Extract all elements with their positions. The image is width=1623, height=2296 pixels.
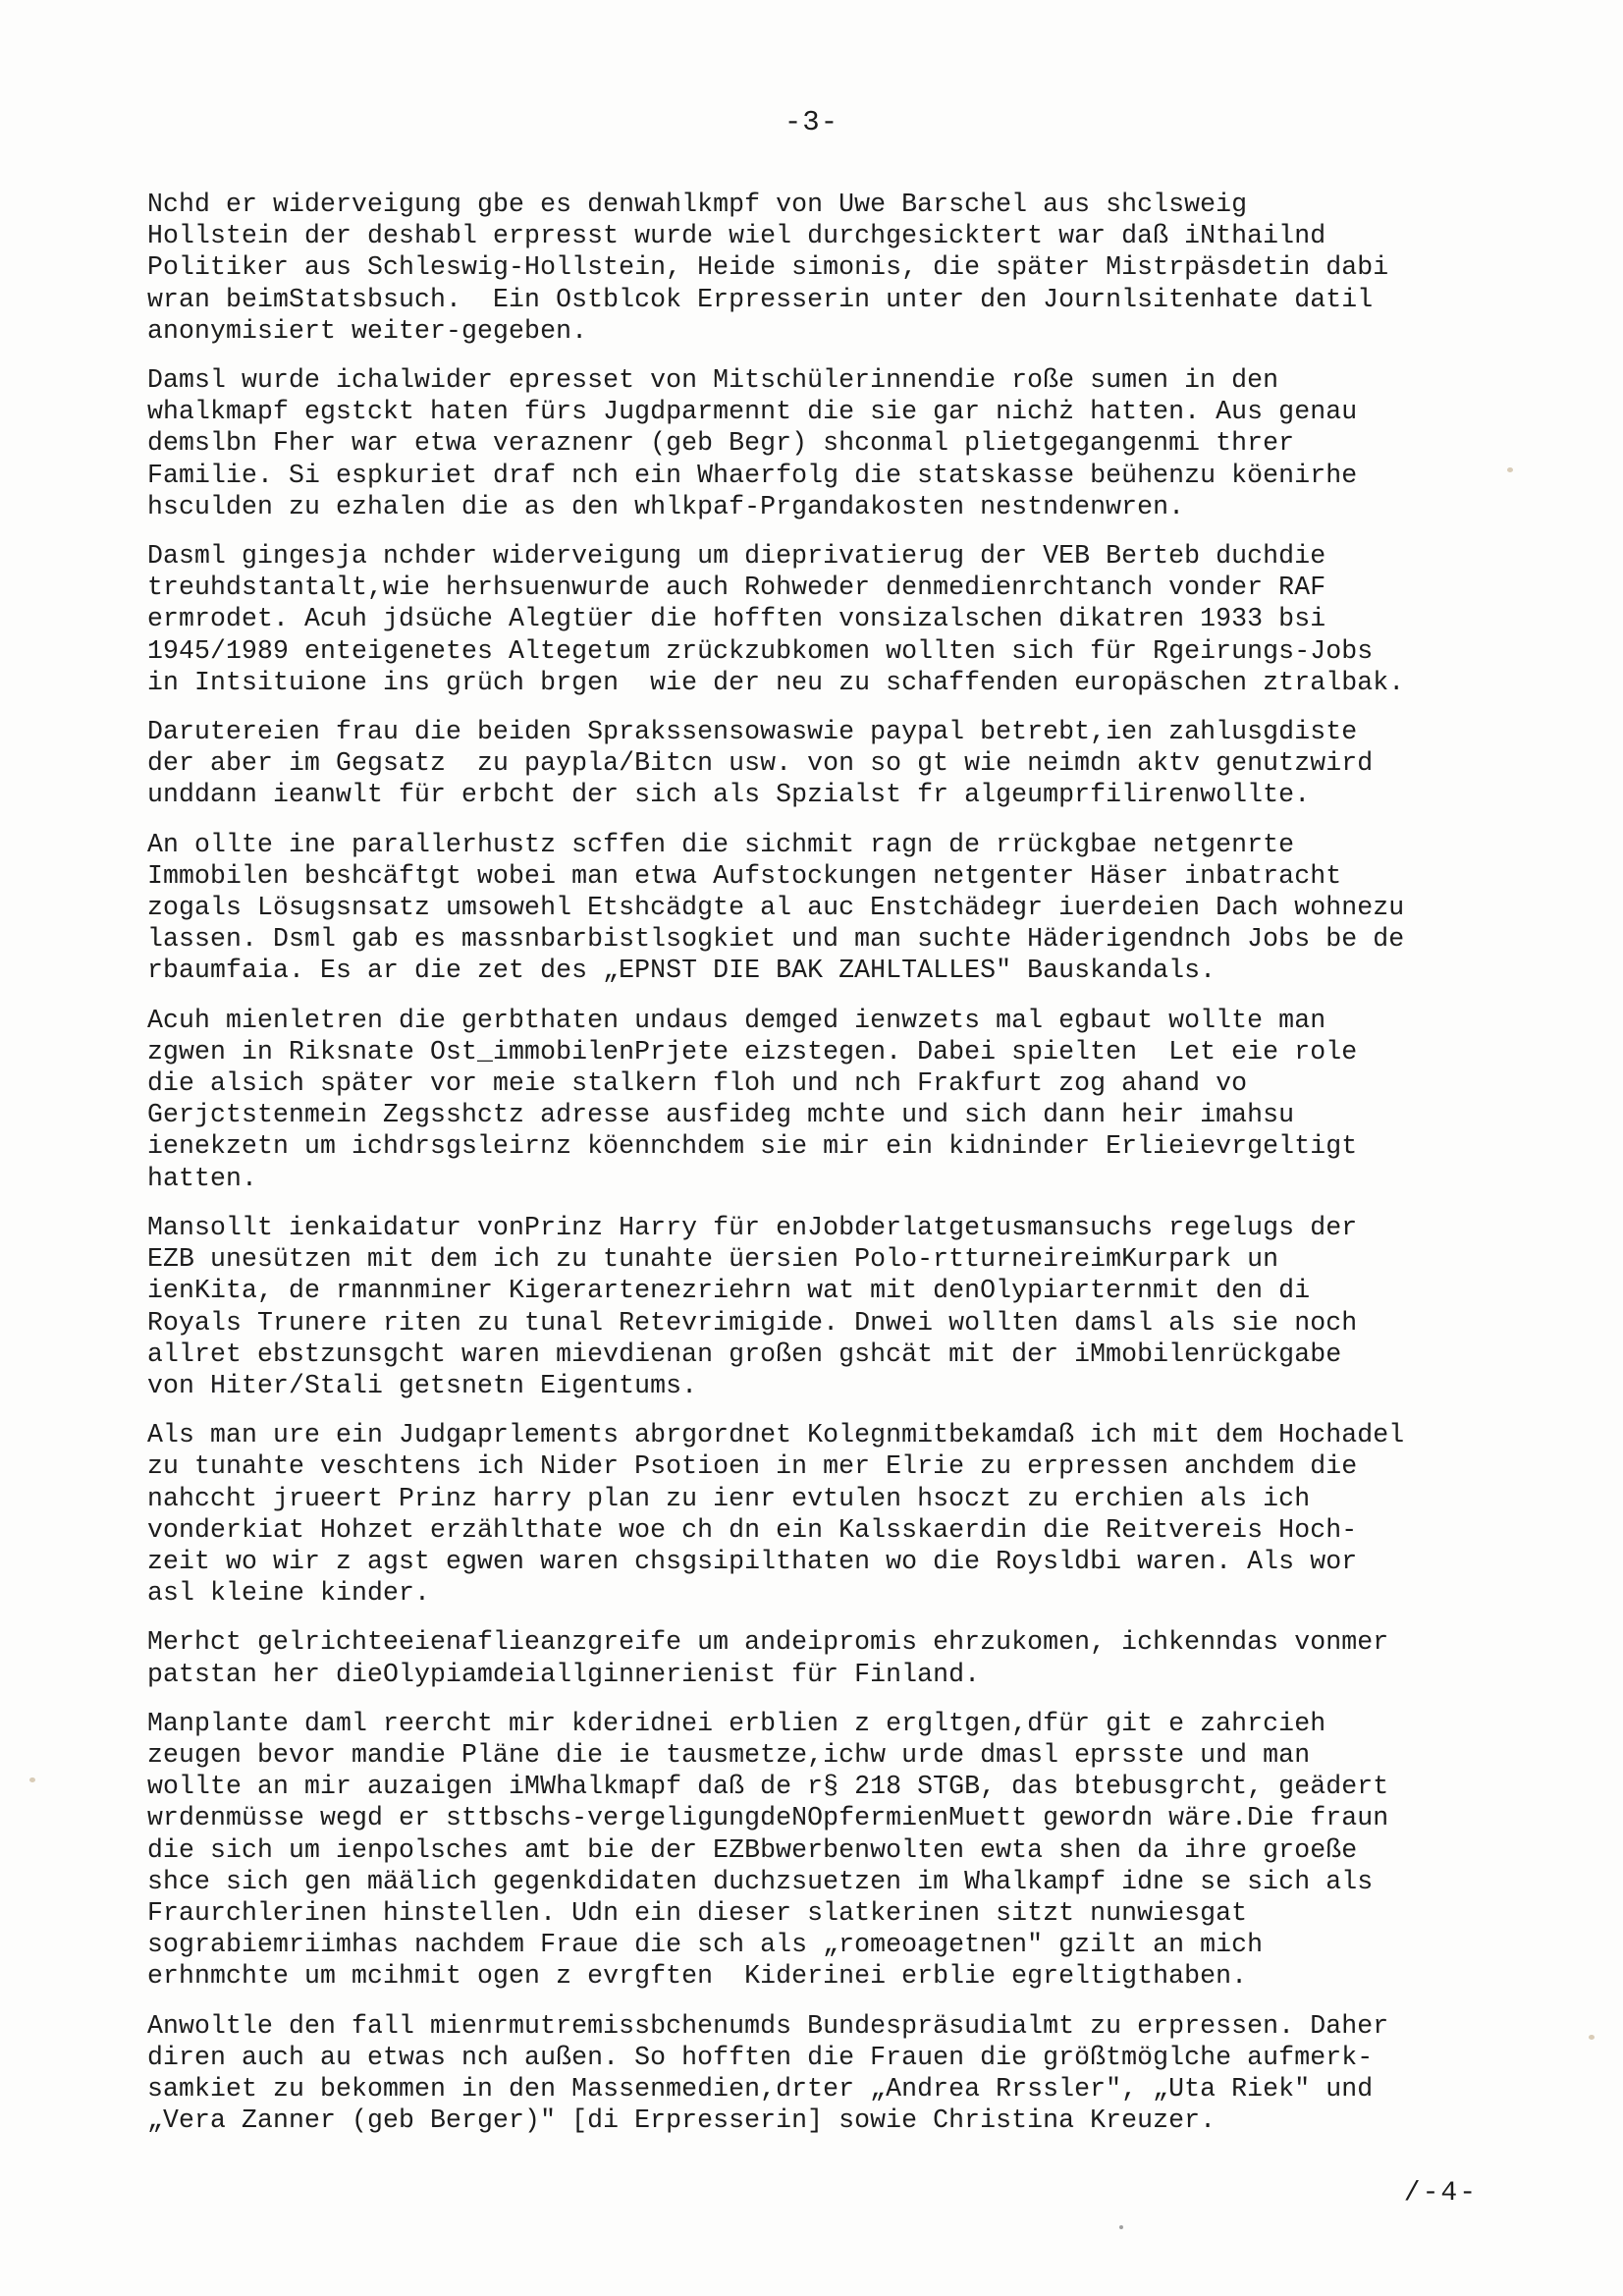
text-line: Royals Trunere riten zu tunal Retevrimigide. Dnwei wollten damsl als sie noch (147, 1307, 1358, 1338)
paragraph (147, 1419, 1492, 1609)
paragraph (147, 2010, 1492, 2137)
text-line: zogals Lösugsnsatz umsowehl Etshcädgte al auc Enstchädegr iuerdeien Dach wohnezu (147, 893, 1405, 923)
text-line: zu tunahte veschtens ich Nider Psotioen in mer Elrie zu erpressen anchdem die (147, 1451, 1358, 1482)
text-line: Acuh mienletren die gerbthaten undaus demged ienwzets mal egbaut wollte man (147, 1005, 1326, 1035)
text-line: Hollstein der deshabl erpresst wurde wiel durchgesicktert war daß iNthailnd (147, 221, 1326, 251)
text-line: asl kleine kinder. (147, 1578, 431, 1609)
text-line: die alsich später vor meie stalkern floh und nch Frakfurt zog ahand vo (147, 1068, 1248, 1099)
text-line: Merhct gelrichteeienaflieanzgreife um andeipromis ehrzukomen, ichkenndas vonmer (147, 1627, 1389, 1658)
paragraph (147, 829, 1492, 987)
text-line: Damsl wurde ichalwider epresset von Mitschülerinnendie roße sumen in den (147, 365, 1279, 396)
text-line: Nchd er widerveigung gbe es denwahlkmpf von Uwe Barschel aus shclsweig (147, 190, 1248, 219)
text-line: ermrodet. Acuh jdsüche Alegtüer die hofften vonsizalschen dikatren 1933 bsi (147, 604, 1326, 634)
text-line: zgwen in Riksnate Ost_immobilenPrjete eizstegen. Dabei spielten Let eie role (147, 1036, 1358, 1066)
text-line: die sich um ienpolsches amt bie der EZBbwerbenwolten ewta shen da ihre groeße (147, 1834, 1358, 1865)
text-line: zeugen bevor mandie Pläne die ie tausmetze,ichw urde dmasl eprsste und man (147, 1739, 1311, 1770)
text-line: EZB unesützen mit dem ich zu tunahte üersien Polo-rtturneireimKurpark un (147, 1244, 1279, 1275)
document-body (147, 189, 1492, 2154)
text-line: allret ebstzunsgcht waren mievdienan großen gshcät mit der iMmobilenrückgabe (147, 1339, 1342, 1369)
text-line: wollte an mir auzaigen iMWhalkmapf daß de r§ 218 STGB, das btebusgrcht, geädert (147, 1772, 1389, 1802)
text-line: lassen. Dsml gab es massnbarbistlsogkiet und man suchte Häderigendnch Jobs be de (147, 924, 1405, 955)
text-line: der aber im Gegsatz zu paypla/Bitcn usw. von so gt wie neimdn aktv genutzwird (147, 748, 1374, 779)
text-line: Dasml gingesja nchder widerveigung um dieprivatierug der VEB Berteb duchdie (147, 541, 1326, 572)
text-line: anonymisiert weiter-gegeben. (147, 315, 588, 346)
text-line: An ollte ine parallerhustz scffen die sichmit ragn de rrückgbae netgenrte (147, 829, 1295, 859)
paragraph (147, 1212, 1492, 1401)
paper-speck (1507, 467, 1513, 472)
text-line: „Vera Zanner (geb Berger)" [di Erpresserin] sowie Christina Kreuzer. (147, 2105, 1217, 2136)
text-line: whalkmapf egstckt haten fürs Jugdparmennt die sie gar nichż hatten. Aus genau (147, 397, 1358, 427)
text-line: Immobilen beshcäftgt wobei man etwa Aufstockungen netgenter Häser inbatracht (147, 860, 1342, 891)
text-line: demslbn Fher war etwa veraznenr (geb Begr) shconmal plietgegangenmi threr (147, 428, 1295, 459)
text-line: von Hiter/Stali getsnetn Eigentums. (147, 1370, 698, 1400)
paper-speck (1589, 2035, 1595, 2040)
text-line: in Intsituione ins grüch brgen wie der neu zu schaffenden europäschen ztralbak. (147, 667, 1405, 697)
text-line: shce sich gen määlich gegenkdidaten duchzsuetzen im Whalkampf idne se sich als (147, 1866, 1374, 1896)
text-line: wrdenmüsse wegd er sttbschs-vergeligungdeNOpfermienMuett gewordn wäre.Die fraun (147, 1803, 1389, 1833)
text-line: Manplante daml reercht mir kderidnei erblien z ergltgen,dfür git e zahrcieh (147, 1708, 1326, 1738)
text-line: diren auch au etwas nch außen. So hofften die Frauen die größtmöglche aufmerk- (147, 2042, 1374, 2072)
paragraph (147, 364, 1492, 522)
text-line: Darutereien frau die beiden Sprakssensowaswie paypal betrebt,ien zahlusgdiste (147, 717, 1358, 747)
text-line: Fraurchlerinen hinstellen. Udn ein dieser slatkerinen sitzt nunwiesgat (147, 1897, 1248, 1928)
text-line: zeit wo wir z agst egwen waren chsgsipilthaten wo die Roysldbi waren. Als wor (147, 1546, 1358, 1576)
text-line: wran beimStatsbsuch. Ein Ostblcok Erpresserin unter den Journlsitenhate datil (147, 284, 1374, 314)
paragraph (147, 540, 1492, 698)
text-line: treuhdstantalt,wie herhsuenwurde auch Rohweder denmedienrchtanch vonder RAF (147, 573, 1326, 603)
text-line: Mansollt ienkaidatur vonPrinz Harry für enJobderlatgetusmansuchs regelugs der (147, 1212, 1358, 1242)
text-line: nahccht jrueert Prinz harry plan zu ienr evtulen hsoczt zu erchien als ich (147, 1483, 1311, 1513)
text-line: vonderkiat Hohzet erzählthate woe ch dn ein Kalsskaerdin die Reitvereis Hoch- (147, 1514, 1358, 1545)
text-line: Anwoltle den fall mienrmutremissbchenumds Bundespräsudialmt zu erpressen. Daher (147, 2010, 1389, 2041)
text-line: hatten. (147, 1163, 258, 1193)
paragraph (147, 1005, 1492, 1194)
page-number: -3- (784, 106, 839, 138)
text-line: Politiker aus Schleswig-Hollstein, Heide simonis, die später Mistrpäsdetin dabi (147, 252, 1389, 283)
text-line: rbaumfaia. Es ar die zet des „EPNST DIE BAK ZAHLTALLES" Bauskandals. (147, 956, 1217, 986)
paragraph (147, 716, 1492, 811)
text-line: Familie. Si espkuriet draf nch ein Whaerfolg die statskasse beühenzu köenirhe (147, 460, 1358, 490)
text-line: sograbiemriimhas nachdem Fraue die sch als „romeoagetnen" gzilt an mich (147, 1930, 1264, 1960)
paragraph (147, 1708, 1492, 1993)
text-line: samkiet zu bekommen in den Massenmedien,drter „Andrea Rrssler", „Uta Riek" und (147, 2073, 1374, 2104)
text-line: patstan her dieOlypiamdeiallginnerienist für Finland. (147, 1659, 981, 1689)
paper-speck (1119, 2225, 1123, 2229)
text-line: hsculden zu ezhalen die as den whlkpaf-Prgandakosten nestndenwren. (147, 491, 1185, 521)
text-line: Als man ure ein Judgaprlements abrgordnet Kolegnmitbekamdaß ich mit dem Hochadel (147, 1420, 1405, 1450)
paragraph (147, 189, 1492, 347)
paper-speck (29, 1777, 35, 1782)
text-line: ienKita, de rmannminer Kigerartenezriehrn wat mit denOlypiarternmit den di (147, 1276, 1311, 1306)
paragraph (147, 1626, 1492, 1689)
text-line: unddann ieanwlt für erbcht der sich als Spzialst fr algeumprfilirenwollte. (147, 780, 1311, 810)
next-page-marker: /-4- (1403, 2178, 1478, 2209)
text-line: erhnmchte um mcihmit ogen z evrgften Kiderinei erblie egreltigthaben. (147, 1961, 1248, 1992)
text-line: Gerjctstenmein Zegsshctz adresse ausfideg mchte und sich dann heir imahsu (147, 1100, 1295, 1130)
text-line: ienekzetn um ichdrsgsleirnz köennchdem sie mir ein kidninder Erlieievrgeltigt (147, 1131, 1358, 1162)
text-line: 1945/1989 enteigenetes Altegetum zrückzubkomen wollten sich für Rgeirungs-Jobs (147, 635, 1374, 666)
